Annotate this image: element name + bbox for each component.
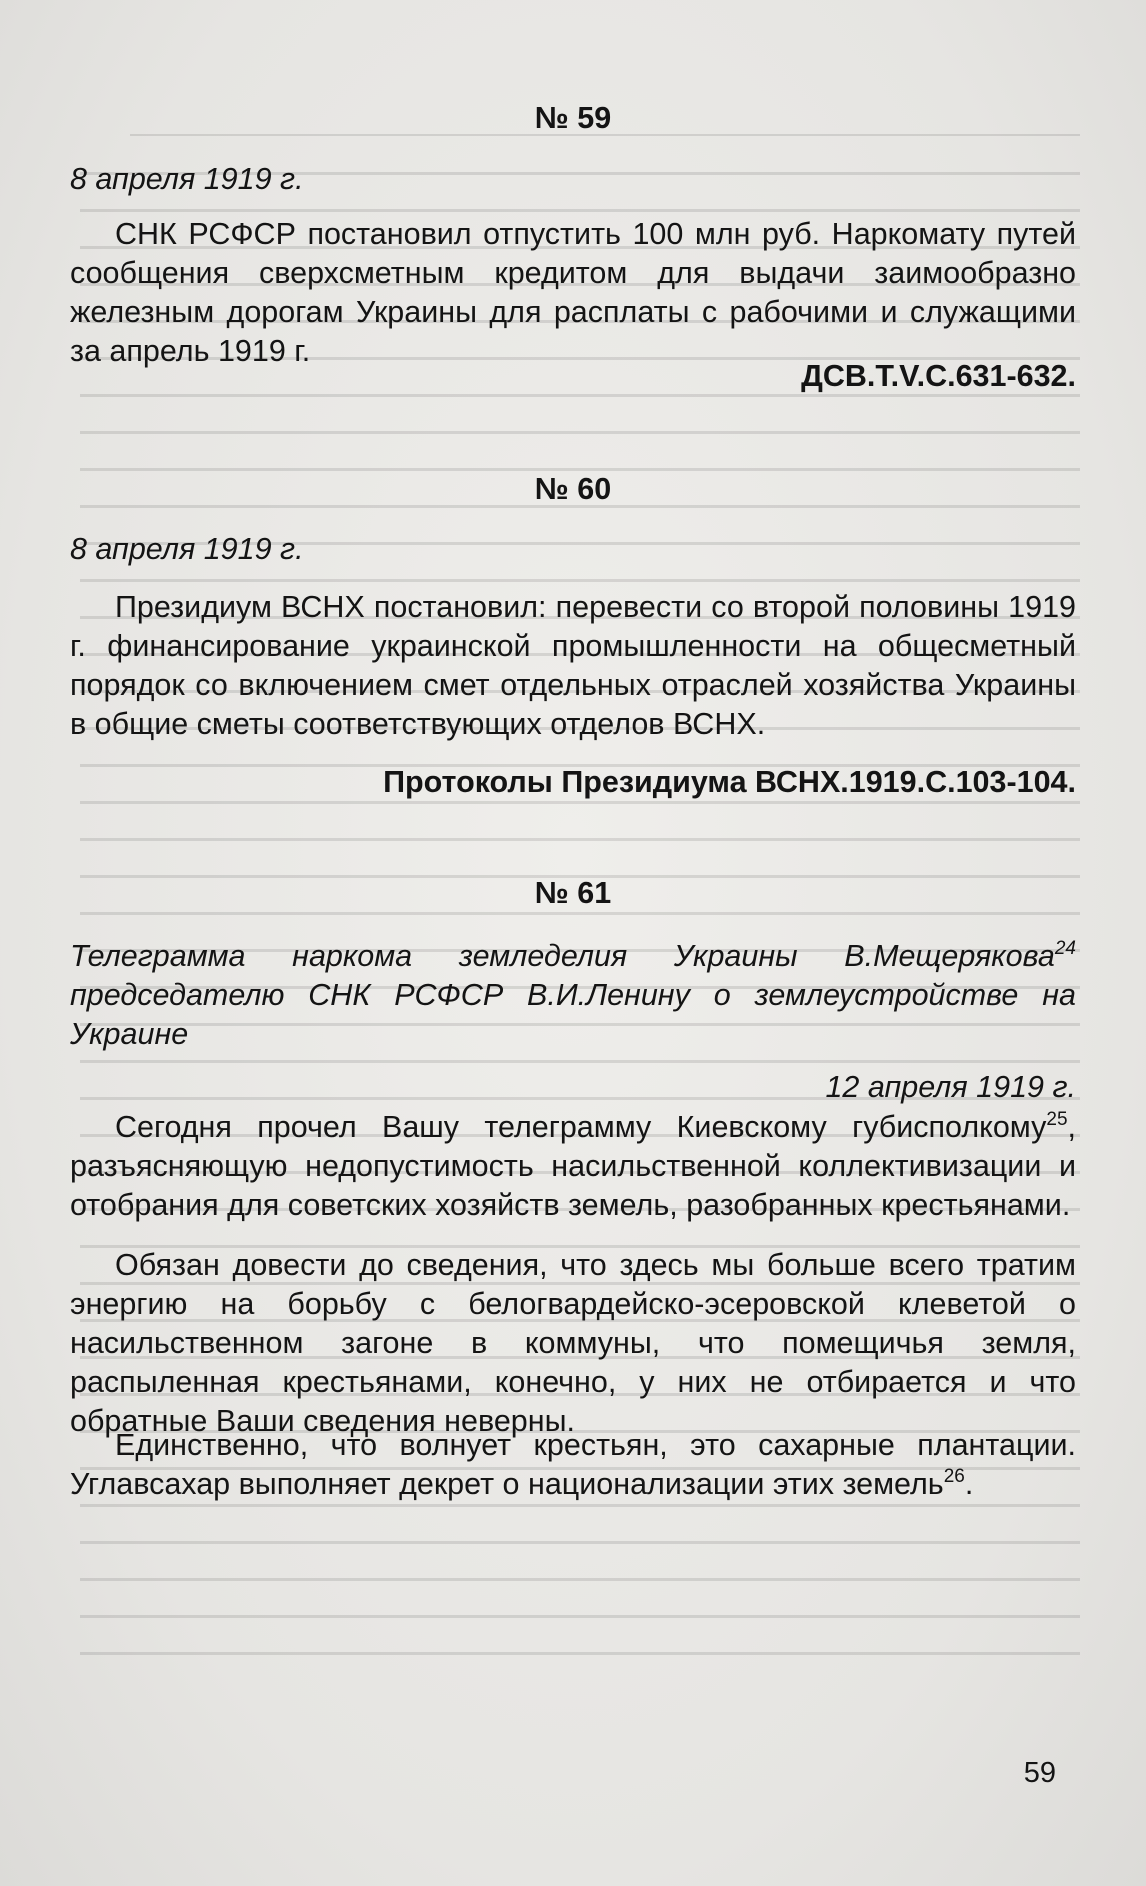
doc-61-paragraph-2: Обязан довести до сведения, что здесь мы больше всего тратим энергию на борьбу с белогвардейско-эсеровской клеветой о насильственном загоне в коммуны, что помещичья земля, распыленная крестьянами, конечно, у них не отбирается и что обратные Ваши сведения неверны. [70,1248,1076,1438]
doc-59-source: ДСВ.Т.V.С.631-632. [801,359,1076,393]
doc-60-source: Протоколы Президиума ВСНХ.1919.С.103-104. [383,765,1076,799]
doc-60-number: № 60 [534,472,612,506]
footnote-ref-26: 26 [943,1466,965,1487]
footnote-ref-25: 25 [1046,1109,1068,1130]
doc-59-body: СНК РСФСР постановил отпустить 100 млн руб. Наркомату путей сообщения сверхсметным кредитом для выдачи заимообразно железным дорогам Украины для расплаты с рабочими и служащими за апрель 1919 г. [70,217,1076,368]
doc-61-title-text-cont: председателю СНК РСФСР В.И.Ленину о землеустройстве на Украине [70,978,1076,1051]
doc-60-date: 8 апреля 1919 г. [70,532,304,566]
footnote-ref-24: 24 [1054,938,1076,959]
doc-61-title-text: Телеграмма наркома земледелия Украины В.Мещерякова [70,939,1055,973]
doc-59-number: № 59 [534,101,612,135]
doc-59-date: 8 апреля 1919 г. [70,162,304,196]
doc-60-body: Президиум ВСНХ постановил: перевести со второй половины 1919 г. финансирование украинской промышленности на общесметный порядок со включением смет отдельных отраслей хозяйства Украины в общие сметы соответствующих отделов ВСНХ. [70,590,1076,741]
doc-61-date: 12 апреля 1919 г. [825,1070,1076,1104]
paragraph-3-text: Единственно, что волнует крестьян, это сахарные плантации. Углавсахар выполняет декрет о национализации этих земель [70,1428,1076,1501]
paragraph-1-text: Сегодня прочел Вашу телеграмму Киевскому губисполкому [115,1110,1047,1144]
paragraph-1-text-cont: , разъясняющую недопустимость насильственной коллективизации и отобрания для советских хозяйств земель, разобранных крестьянами. [70,1110,1076,1222]
doc-61-paragraph-1 [70,1108,1076,1225]
doc-61-paragraph-3 [70,1426,1076,1504]
paragraph-3-text-cont: . [964,1467,974,1501]
doc-61-number: № 61 [534,876,612,910]
doc-61-title [70,937,1076,1054]
page-number: 59 [1023,1757,1056,1789]
